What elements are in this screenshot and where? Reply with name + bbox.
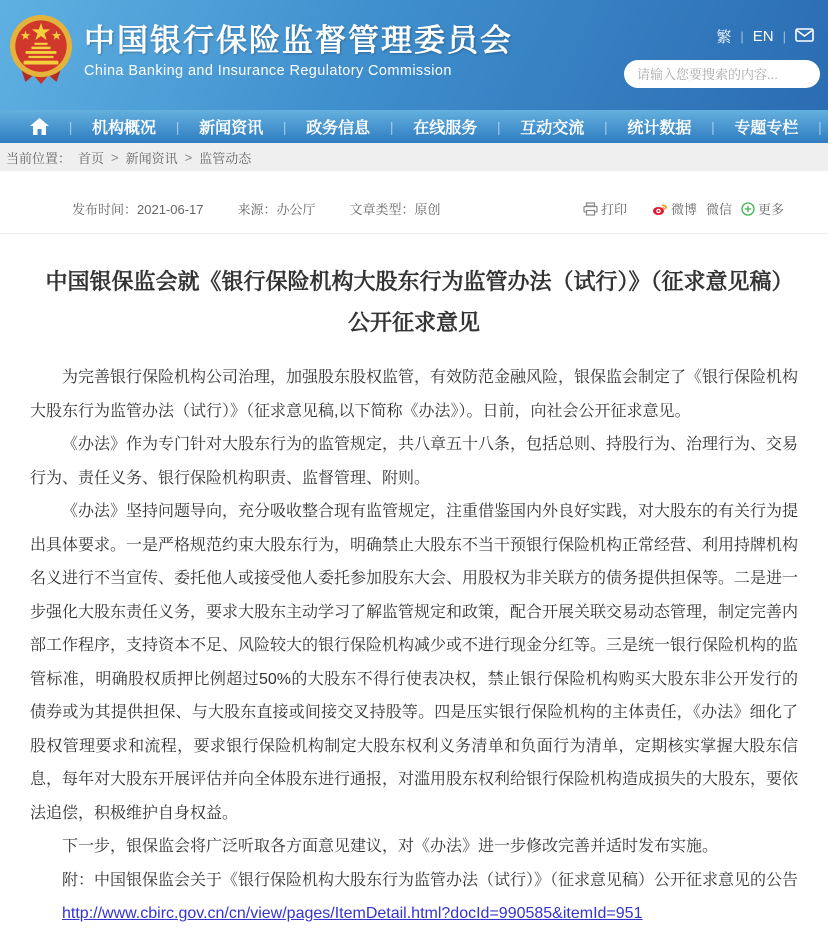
article-meta-bar <box>0 199 828 234</box>
share-weibo-button[interactable]: 微博 <box>652 199 697 218</box>
breadcrumb-label: 当前位置： <box>6 150 72 166</box>
national-emblem-logo <box>8 14 74 86</box>
nav-item-online-services[interactable]: 在线服务 <box>413 120 478 137</box>
publish-date: 发布时间：2021-06-17 <box>72 202 204 217</box>
breadcrumb-news[interactable]: 新闻资讯 <box>125 150 178 166</box>
nav-separator: | <box>389 118 394 135</box>
site-header <box>0 0 828 110</box>
search-box <box>624 60 820 88</box>
nav-separator: | <box>68 118 73 135</box>
site-titles <box>84 22 513 79</box>
plus-circle-icon <box>741 202 755 216</box>
breadcrumb-home[interactable]: 首页 <box>78 150 105 166</box>
printer-icon <box>583 202 598 216</box>
print-button[interactable]: 打印 <box>583 199 627 218</box>
nav-item-government-affairs[interactable]: 政务信息 <box>306 120 371 137</box>
utility-separator: | <box>740 29 744 44</box>
nav-item-special-topics[interactable]: 专题专栏 <box>734 120 799 137</box>
site-title: 中国银行保险监督管理委员会 <box>84 22 513 58</box>
share-more-button[interactable]: 更多 <box>741 199 784 218</box>
breadcrumb <box>0 143 828 171</box>
nav-item-statistics[interactable]: 统计数据 <box>627 120 692 137</box>
nav-separator: | <box>711 118 715 135</box>
nav-separator: | <box>818 118 822 135</box>
lang-traditional-link[interactable]: 繁 <box>716 29 732 46</box>
breadcrumb-current: 监管动态 <box>199 150 252 166</box>
article-body <box>30 361 798 931</box>
weibo-icon <box>652 202 668 216</box>
article-content <box>0 261 828 931</box>
article-share-tools <box>583 199 784 218</box>
mail-icon[interactable] <box>795 28 814 46</box>
nav-item-news[interactable]: 新闻资讯 <box>199 120 264 137</box>
article-paragraph: 《办法》作为专门针对大股东行为的监管规定，共八章五十八条，包括总则、持股行为、治理行为、交易行为、责任义务、银行保险机构职责、监督管理、附则。 <box>30 436 799 487</box>
article-paragraph: 下一步，银保监会将广泛听取各方面意见建议，对《办法》进一步修改完善并适时发布实施。 <box>62 838 719 855</box>
article-paragraph: 为完善银行保险机构公司治理，加强股东股权监管，有效防范金融风险，银保监会制定了《银行保险机构大股东行为监管办法（试行）》（征求意见稿,以下简称《办法》）。日前，向社会公开征求意见。 <box>30 369 799 420</box>
search-input[interactable] <box>624 60 820 88</box>
nav-separator: | <box>282 118 287 135</box>
nav-item-interaction[interactable]: 互动交流 <box>520 120 585 137</box>
attachment-link-line <box>30 897 798 931</box>
site-subtitle: China Banking and Insurance Regulatory Commission <box>84 62 452 79</box>
header-utility-links <box>716 26 814 47</box>
nav-separator: | <box>496 118 501 135</box>
nav-separator: | <box>175 118 180 135</box>
article-source: 来源：办公厅 <box>237 202 316 217</box>
main-nav <box>0 110 828 143</box>
nav-separator: | <box>604 118 608 135</box>
article-paragraph: 《办法》坚持问题导向，充分吸收整合现有监管规定，注重借鉴国内外良好实践，对大股东的有关行为提出具体要求。一是严格规范约束大股东行为，明确禁止大股东不当干预银行保险机构正常经营、利用持牌机构名义进行不当宣传、委托他人或接受他人委托参加股东大会、用股权为非关联方的债务提供担保等。二是进一步强化大股东责任义务，要求大股东主动学习了解监管规定和政策，配合开展关联交易动态管理，制定完善内部工作程序，支持资本不足、风险较大的银行保险机构减少或不进行现金分红等。三是统一银行保险机构的监管标准，明确股权质押比例超过50%的大股东不得行使表决权，禁止银行保险机构购买大股东非公开发行的债券或为其提供担保、与大股东直接或间接交叉持股等。四是压实银行保险机构的主体责任，《办法》细化了股权管理要求和流程，要求银行保险机构制定大股东权利义务清单和负面行为清单，定期核实掌握大股东信息，每年对大股东开展评估并向全体股东进行通报，对滥用股东权利给银行保险机构造成损失的大股东，要依法追偿，积极维护自身权益。 <box>30 503 799 822</box>
article-meta-info <box>72 199 441 218</box>
article-title: 中国银保监会就《银行保险机构大股东行为监管办法（试行）》（征求意见稿）公开征求意见 <box>45 269 783 335</box>
share-wechat-button[interactable]: 微信 <box>705 202 732 217</box>
article-type: 文章类型：原创 <box>349 202 441 217</box>
lang-en-link[interactable]: EN <box>752 28 774 45</box>
utility-separator: | <box>782 29 786 44</box>
attachment-link[interactable]: http://www.cbirc.gov.cn/cn/view/pages/ItemDetail.html?docId=990585&itemId=951 <box>62 905 643 922</box>
breadcrumb-separator: > <box>184 149 193 165</box>
home-icon[interactable] <box>30 118 49 135</box>
breadcrumb-separator: > <box>111 149 119 165</box>
nav-item-institutions[interactable]: 机构概况 <box>92 120 157 137</box>
attachment-note: 附：中国银保监会关于《银行保险机构大股东行为监管办法（试行）》（征求意见稿）公开征求意见的公告 <box>62 871 799 889</box>
